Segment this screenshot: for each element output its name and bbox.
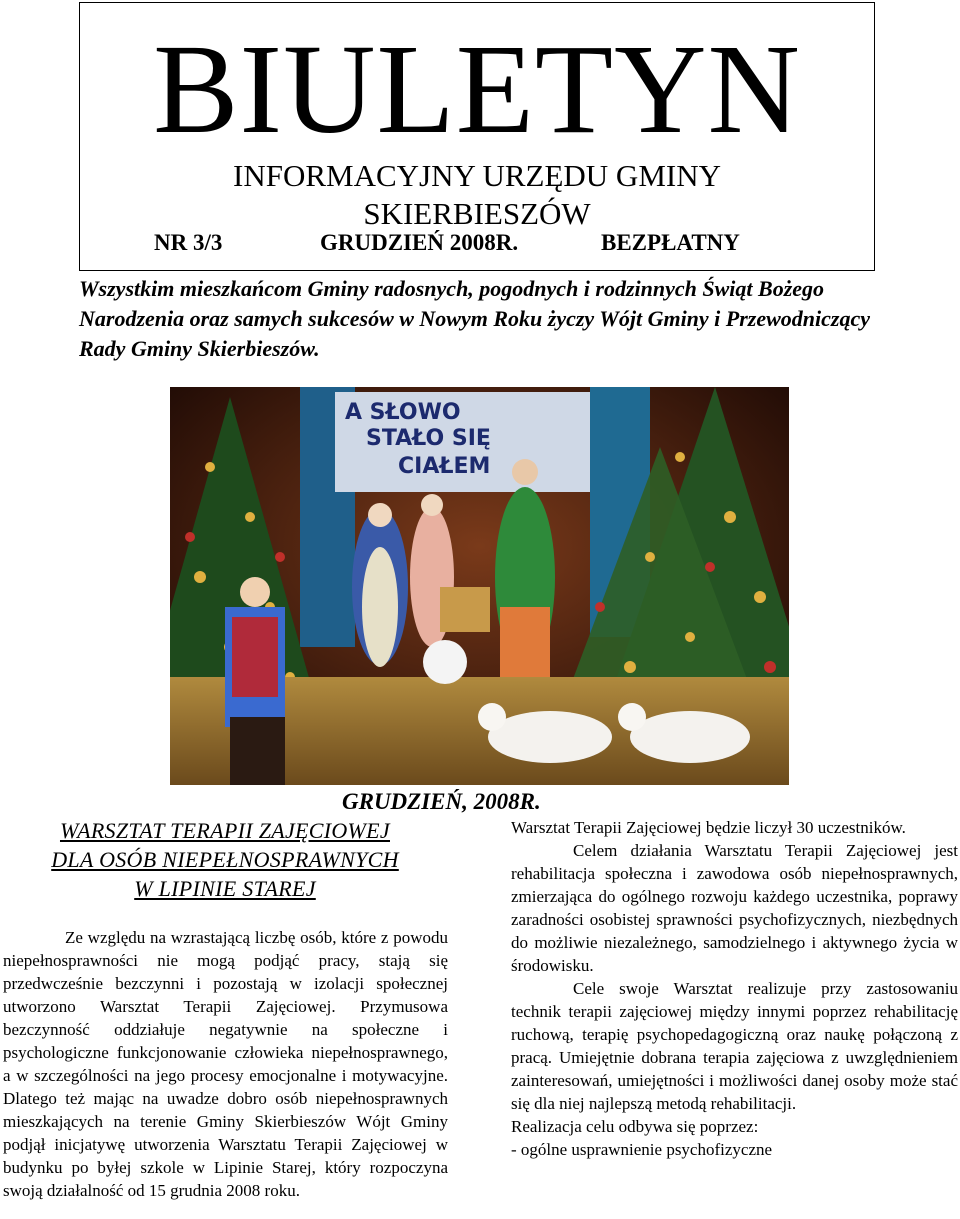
banner-line-3: CIAŁEM xyxy=(398,454,491,479)
subtitle-line-2: SKIERBIESZÓW xyxy=(363,196,591,231)
article-title-line-3: W LIPINIE STAREJ xyxy=(134,876,316,901)
newsletter-title: BIULETYN xyxy=(153,18,801,160)
photo-caption-date: GRUDZIEŃ, 2008R. xyxy=(342,789,541,814)
article-paragraph-methods: Cele swoje Warsztat realizuje przy zastosowaniu technik terapii zajęciowej między innymi poprzez rehabilitację ruchową, terapię psychopedagogiczną oraz naukę połączoną z pracą. Umiejętnie dobrana terapia zajęciowa z uwzględnieniem zainteresowań, umiejętności i możliwości danej osoby może stać się dla niej najlepszą metodą rehabilitacji. xyxy=(511,979,958,1113)
article-paragraph: Ze względu na wzrastającą liczbę osób, które z powodu niepełnosprawności nie mogą podjąć pracy, stają się przedwcześnie bezczynni i pozostają w izolacji społecznej utworzono Warsztat Terapii Zajęciowej. Przymusowa bezczynność oddziałuje negatywnie na społeczne i psychologiczne funkcjonowanie człowieka niepełnosprawnego, a w szczególności na jego procesy emocjonalne i motywacyjne. Dlatego też mając na uwadze dobro osób niepełnosprawnych mieszkających na terenie Gminy Skierbieszów Wójt Gminy podjął inicjatywę utworzenia Warsztatu Terapii Zajęciowej w budynku po byłej szkole w Lipinie Starej, który rozpoczyna swoją działalność od 15 grudnia 2008 roku. xyxy=(3,928,448,1200)
banner-line-2: STAŁO SIĘ xyxy=(366,426,491,451)
article-right-column xyxy=(511,816,958,1161)
article-paragraph-participants: Warsztat Terapii Zajęciowej będzie liczył 30 uczestników. xyxy=(511,818,906,837)
holiday-greeting: Wszystkim mieszkańcom Gminy radosnych, pogodnych i rodzinnych Świąt Bożego Narodzenia oraz samych sukcesów w Nowym Roku życzy Wójt Gminy i Przewodniczący Rady Gminy Skierbieszów. xyxy=(79,276,871,361)
issue-number: NR 3/3 xyxy=(154,230,223,255)
subtitle-line-1: INFORMACYJNY URZĘDU GMINY xyxy=(233,158,721,193)
article-paragraph-goals: Celem działania Warsztatu Terapii Zajęciowej jest rehabilitacja społeczna i zawodowa osób niepełnosprawnych, zmierzająca do ogólnego rozwoju każdego uczestnika, poprawy zaradności osobistej sprawności psychofizycznych, niezbędnych do możliwie niezależnego, samodzielnego i aktywnego życia w środowisku. xyxy=(511,841,958,975)
article-left-column xyxy=(3,926,448,1202)
article-title xyxy=(0,816,450,903)
article-title-line-1: WARSZTAT TERAPII ZAJĘCIOWEJ xyxy=(59,818,390,843)
price-label: BEZPŁATNY xyxy=(601,230,740,255)
newsletter-subtitle xyxy=(80,157,874,233)
nativity-photo xyxy=(170,387,789,785)
article-title-line-2: DLA OSÓB NIEPEŁNOSPRAWNYCH xyxy=(51,847,399,872)
article-list-item: - ogólne usprawnienie psychofizyczne xyxy=(511,1140,773,1159)
issue-date: GRUDZIEŃ 2008R. xyxy=(320,230,519,255)
banner-line-1: A SŁOWO xyxy=(345,400,461,425)
article-paragraph-realization: Realizacja celu odbywa się poprzez: xyxy=(511,1117,759,1136)
